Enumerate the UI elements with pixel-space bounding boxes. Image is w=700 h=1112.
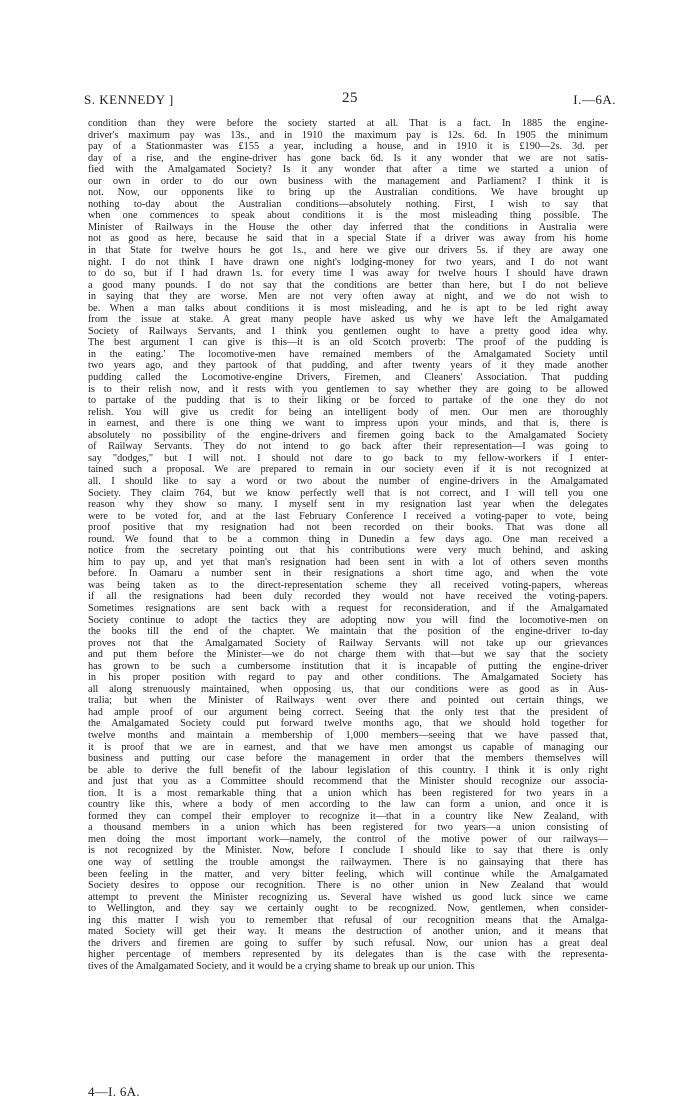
text-line: condition than they were before the society started at all. That is a fact. In 1885 the engine- [88,118,608,129]
text-line: a good many pounds. I do not say that the conditions are better than here, but I do not believe [88,279,608,291]
text-line: night. I do not think I have drawn one night's lodging-money for two years, and I do not want [88,256,608,268]
text-line: Society of Railways Servants, and I think you gentlemen ought to have a pretty good idea why. [88,325,608,337]
text-line: and just that you as a Committee should recommend that the Minister should recognize our associa- [88,776,608,788]
text-line: be. When a man talks about conditions it is most misleading, and he is apt to be led right away [88,302,608,314]
text-line: tives of the Amalgamated Society, and it would be a crying shame to break up our union. This [88,960,475,972]
text-line: pay of a Stationmaster was £155 a year, including a house, and in 1910 it is £190—2s. 3d. per [88,141,608,153]
text-line: reason why they show so many. I myself sent in my resignation last year when the delegates [88,499,608,511]
text-line: Society. They claim 764, but we know perfectly well that is not correct, and I will tell you one [88,487,608,499]
text-line: round. We found that to be a common thing in Dunedin a few days ago. One man received a [88,533,608,545]
text-line: and put them before the Minister—we do not charge them with that—but we say that the society [88,649,608,661]
text-line: proof positive that my resignation had not been recorded on their books. That was done all [88,522,608,534]
text-line: to partake of the pudding that is to their liking or be forced to partake of the one they do not [88,395,608,407]
text-line: formed they can compel their employer to recognize it—that in a country like New Zealand, with [88,810,608,822]
text-line: a thousand members in a union which has been registered for two years—a union consisting of [88,822,608,834]
text-line: nothing to-day about the Australian conditions—absolutely nothing. First, I wish to say that [88,198,608,210]
text-line: fied with the Amalgamated Society? Is it any wonder that after a time we started a union of [88,164,608,176]
text-line: is not recognized by the Minister. Now, before I conclude I should like to say that there is only [88,845,608,857]
text-line: country like this, where a body of men according to the law can form a union, and once it is [88,799,608,811]
text-line: the books till the end of the chapter. We maintain that the position of the engine-driver to-day [88,626,608,638]
text-line: driver's maximum pay was 13s., and in 1910 the maximum pay is 12s. 6d. In 1905 the minimum [88,129,608,141]
text-line: business and putting our case before the management in order that the members themselves will [88,753,608,765]
text-line: Minister of Railways in the House the other day inferred that the conditions in Australia were [88,221,608,233]
text-line: one way of settling the trouble amongst the railwaymen. There is no gainsaying that there has [88,857,608,868]
body-text [88,118,608,972]
text-line: not. Now, our opponents like to bring up the Australian conditions. We have brought up [88,187,608,199]
text-line: be able to derive the full benefit of the labour legislation of this country. I think it is only right [88,764,608,776]
text-line: tion. It is a most remarkable thing that a union which has been registered for two years in a [88,787,608,799]
sheet-signature: 4—I. 6A. [88,1084,140,1099]
text-line: was being taken as to the direct-representation scheme they all received voting-papers, whereas [88,579,608,591]
text-line: attempt to prevent the Minister recognizing us. Several have wished us good luck since we came [88,891,608,903]
text-line: it is proof that we are in earnest, and that we have men amongst us capable of managing our [88,741,608,753]
text-line: in the eating.' The locomotive-men have remained members of the Amalgamated Society until [88,348,608,360]
text-line: the drivers and firemen are going to suffer by such refusal. Now, our union has a great deal [88,937,608,949]
text-line: in saying that they are worse. Men are not very often away at night, and we do not wish to [88,291,608,303]
text-line: to do so, but if I had drawn 1s. for every time I was away for twelve hours I should have drawn [88,268,608,280]
text-line: from the issue at stake. A great many people have asked us why we have left the Amalgamated [88,314,608,326]
text-line: The best argument I can give is this—it is an old Scotch proverb: 'The proof of the pudding is [88,337,608,349]
speaker-name: S. KENNEDY ] [84,92,174,107]
text-line: been feeling in the matter, and very bitter feeling, which will continue while the Amalgamated [88,868,608,880]
text-line: men doing the most important work—namely, the control of the motive power of our railways— [88,833,608,845]
text-line: had ample proof of our argument being correct. Seeing that the only test that the president of [88,706,608,718]
text-line: absolutely no possibility of the engine-drivers and firemen going back to the Amalgamated Society [88,429,608,441]
text-line: higher percentage of members represented by its delegates than is the case with the representa- [88,949,608,961]
text-line: were to be voted for, and at the last February Conference I received a voting-paper to vote, being [88,510,608,522]
text-line: proves not that the Amalgamated Society of Railway Servants will not take up our grievances [88,637,608,649]
text-line: tained such a proposal. We are prepared to remain in our society even if it is not recognized at [88,464,608,476]
text-line: of Railway Servants. They do not intend to go back after their representation—I was going to [88,441,608,453]
document-reference: I.—6A. [573,92,616,107]
text-line: Society continue to adopt the tactics they are adopting now you will find the locomotive-men on [88,614,608,626]
text-line: all along strenuously maintained, when opposing us, that our conditions were as good as in Aus- [88,683,608,695]
text-line: say "dodges," but I will not. I should not dare to go back to my fellow-workers if I enter- [88,452,608,464]
text-line: Sometimes resignations are sent back with a request for reconsideration, and if the Amalgamated [88,602,608,614]
text-line: Society desires to oppose our recognition. There is no other union in New Zealand that would [88,880,608,892]
running-head [84,90,616,112]
text-line: pudding called the Locomotive-engine Drivers, Firemen, and Cleaners' Association. That pudding [88,372,608,384]
text-line: is to their relish now, and it rests with you gentlemen to say whether they are going to be allowed [88,383,608,395]
text-line: relish. You will give us credit for being an intelligent body of men. Our men are thoroughly [88,406,608,418]
text-line: all. I should like to say a word or two about the number of engine-drivers in the Amalgamated [88,475,608,487]
text-line: if all the resignations had been duly recorded they would not have received the voting-papers. [88,591,608,603]
text-line: to Wellington, and they say we certainly ought to be recognized. Now, gentlemen, when consider- [88,903,608,915]
text-line: notice from the secretary pointing out that his contributions were very much behind, and asking [88,545,608,557]
text-line: him to pay up, and yet that man's resignation had been sent in with a lot of others seven months [88,556,608,568]
text-line: tralia; but when the Minister of Railways went over there and pointed out certain things, we [88,695,608,707]
page-number: 25 [342,90,358,106]
text-line: our own in order to do our own business with the management and Parliament? I think it is [88,175,608,187]
text-line: when one commences to speak about conditions it is the most misleading thing possible. The [88,210,608,222]
text-line: day of a rise, and the engine-driver has gone back 6d. Is it any wonder that we are not satis- [88,152,608,164]
text-line: in his proper position with regard to pay and other conditions. The Amalgamated Society has [88,672,608,684]
text-line: not as good as here, because he said that in a special State if a driver was away from his home [88,233,608,245]
text-line: ing this matter I wish you to remember that refusal of our recognition means that the Amalga- [88,914,608,926]
text-line: twelve months and maintain a membership of 1,000 members—seeing that we have passed that, [88,729,608,741]
text-line: before. In Oamaru a number sent in their resignations a short time ago, and when the vote [88,568,608,580]
text-line: in that State for twelve hours he got 1s., and here we give our drivers 5s. if they are away one [88,245,608,257]
text-line: has grown to be such a cumbersome institution that it is incapable of putting the engine-driver [88,660,608,672]
text-line: mated Society will get their way. It means the destruction of another union, and it means that [88,926,608,938]
text-line: in earnest, and there is one thing we want to impress upon your minds, and that is, there is [88,418,608,430]
text-line: the Amalgamated Society could put forward twelve months ago, that we should hold together for [88,718,608,730]
text-line: two years ago, and they partook of that pudding, and after twenty years of it they made another [88,360,608,372]
